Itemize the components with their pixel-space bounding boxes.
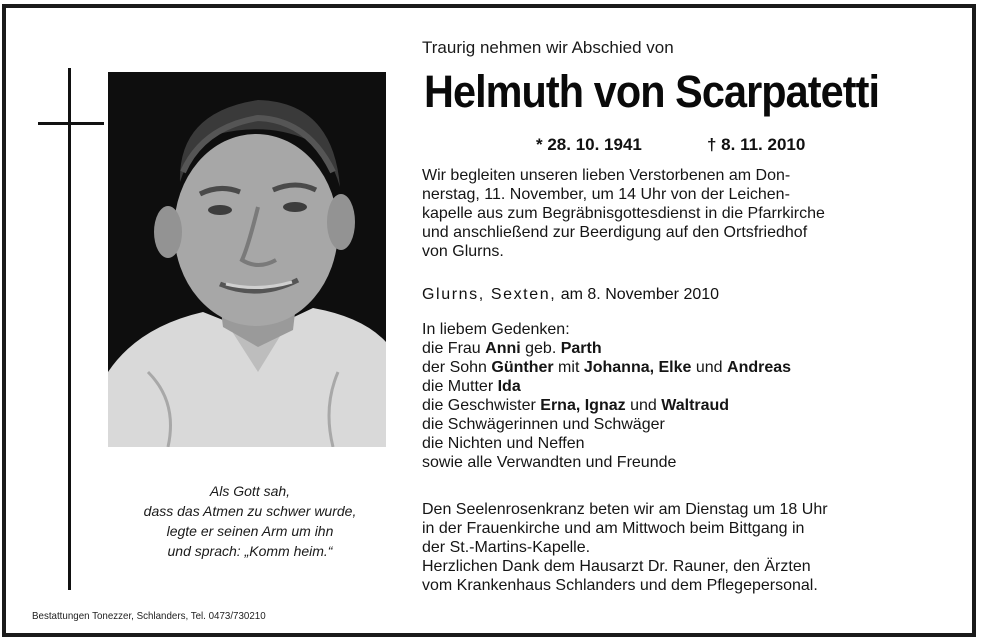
poem-line: legte er seinen Arm um ihn [166,523,334,539]
funeral-line: Wir begleiten unseren lieben Verstorbenen am Don- [422,167,791,184]
memory-heading: In liebem Gedenken: [422,321,570,338]
closing-line: in der Frauenkirche und am Mittwoch beim Bittgang in [422,520,805,537]
place-towns: Glurns, Sexten, [422,286,557,303]
undertaker-credit: Bestattungen Tonezzer, Schlanders, Tel. 0473/730210 [32,610,266,622]
death-date: † 8. 11. 2010 [707,135,806,154]
notice-date: am 8. November 2010 [560,286,720,303]
funeral-line: kapelle aus zum Begräbnisgottesdienst in die Pfarrkirche [422,205,825,222]
funeral-notice [422,166,938,261]
mourner-others: sowie alle Verwandten und Freunde [422,454,677,471]
mourners-list [422,320,938,472]
poem-line: Als Gott sah, [209,483,291,499]
cross-horizontal-bar [38,122,104,125]
mourner-son: der Sohn Günther mit Johanna, Elke und Andreas [422,359,792,376]
funeral-line: nerstag, 11. November, um 14 Uhr von der Leichen- [422,186,790,203]
poem-line: dass das Atmen zu schwer wurde, [143,503,357,519]
portrait-photo [108,72,386,447]
closing-line: der St.-Martins-Kapelle. [422,539,591,556]
mourner-mother: die Mutter Ida [422,378,521,395]
cross-vertical-bar [68,68,71,590]
poem-line: und sprach: „Komm heim.“ [167,543,333,559]
birth-date: * 28. 10. 1941 [536,135,642,154]
funeral-line: und anschließend zur Beerdigung auf den Ortsfriedhof [422,224,808,241]
closing-notes [422,500,938,595]
mourner-wife: die Frau Anni geb. Parth [422,340,602,357]
place-date-line [422,286,719,304]
mourner-siblings: die Geschwister Erna, Ignaz und Waltraud [422,397,730,414]
intro-line: Traurig nehmen wir Abschied von [422,38,674,57]
mourner-nieces: die Nichten und Neffen [422,435,585,452]
funeral-line: von Glurns. [422,243,504,260]
deceased-name: Helmuth von Scarpatetti [424,66,880,117]
closing-line: vom Krankenhaus Schlanders und dem Pflegepersonal. [422,577,818,594]
mourner-inlaws: die Schwägerinnen und Schwäger [422,416,665,433]
closing-line: Den Seelenrosenkranz beten wir am Dienstag um 18 Uhr [422,501,828,518]
closing-line: Herzlichen Dank dem Hausarzt Dr. Rauner, den Ärzten [422,558,811,575]
poem [100,481,400,561]
